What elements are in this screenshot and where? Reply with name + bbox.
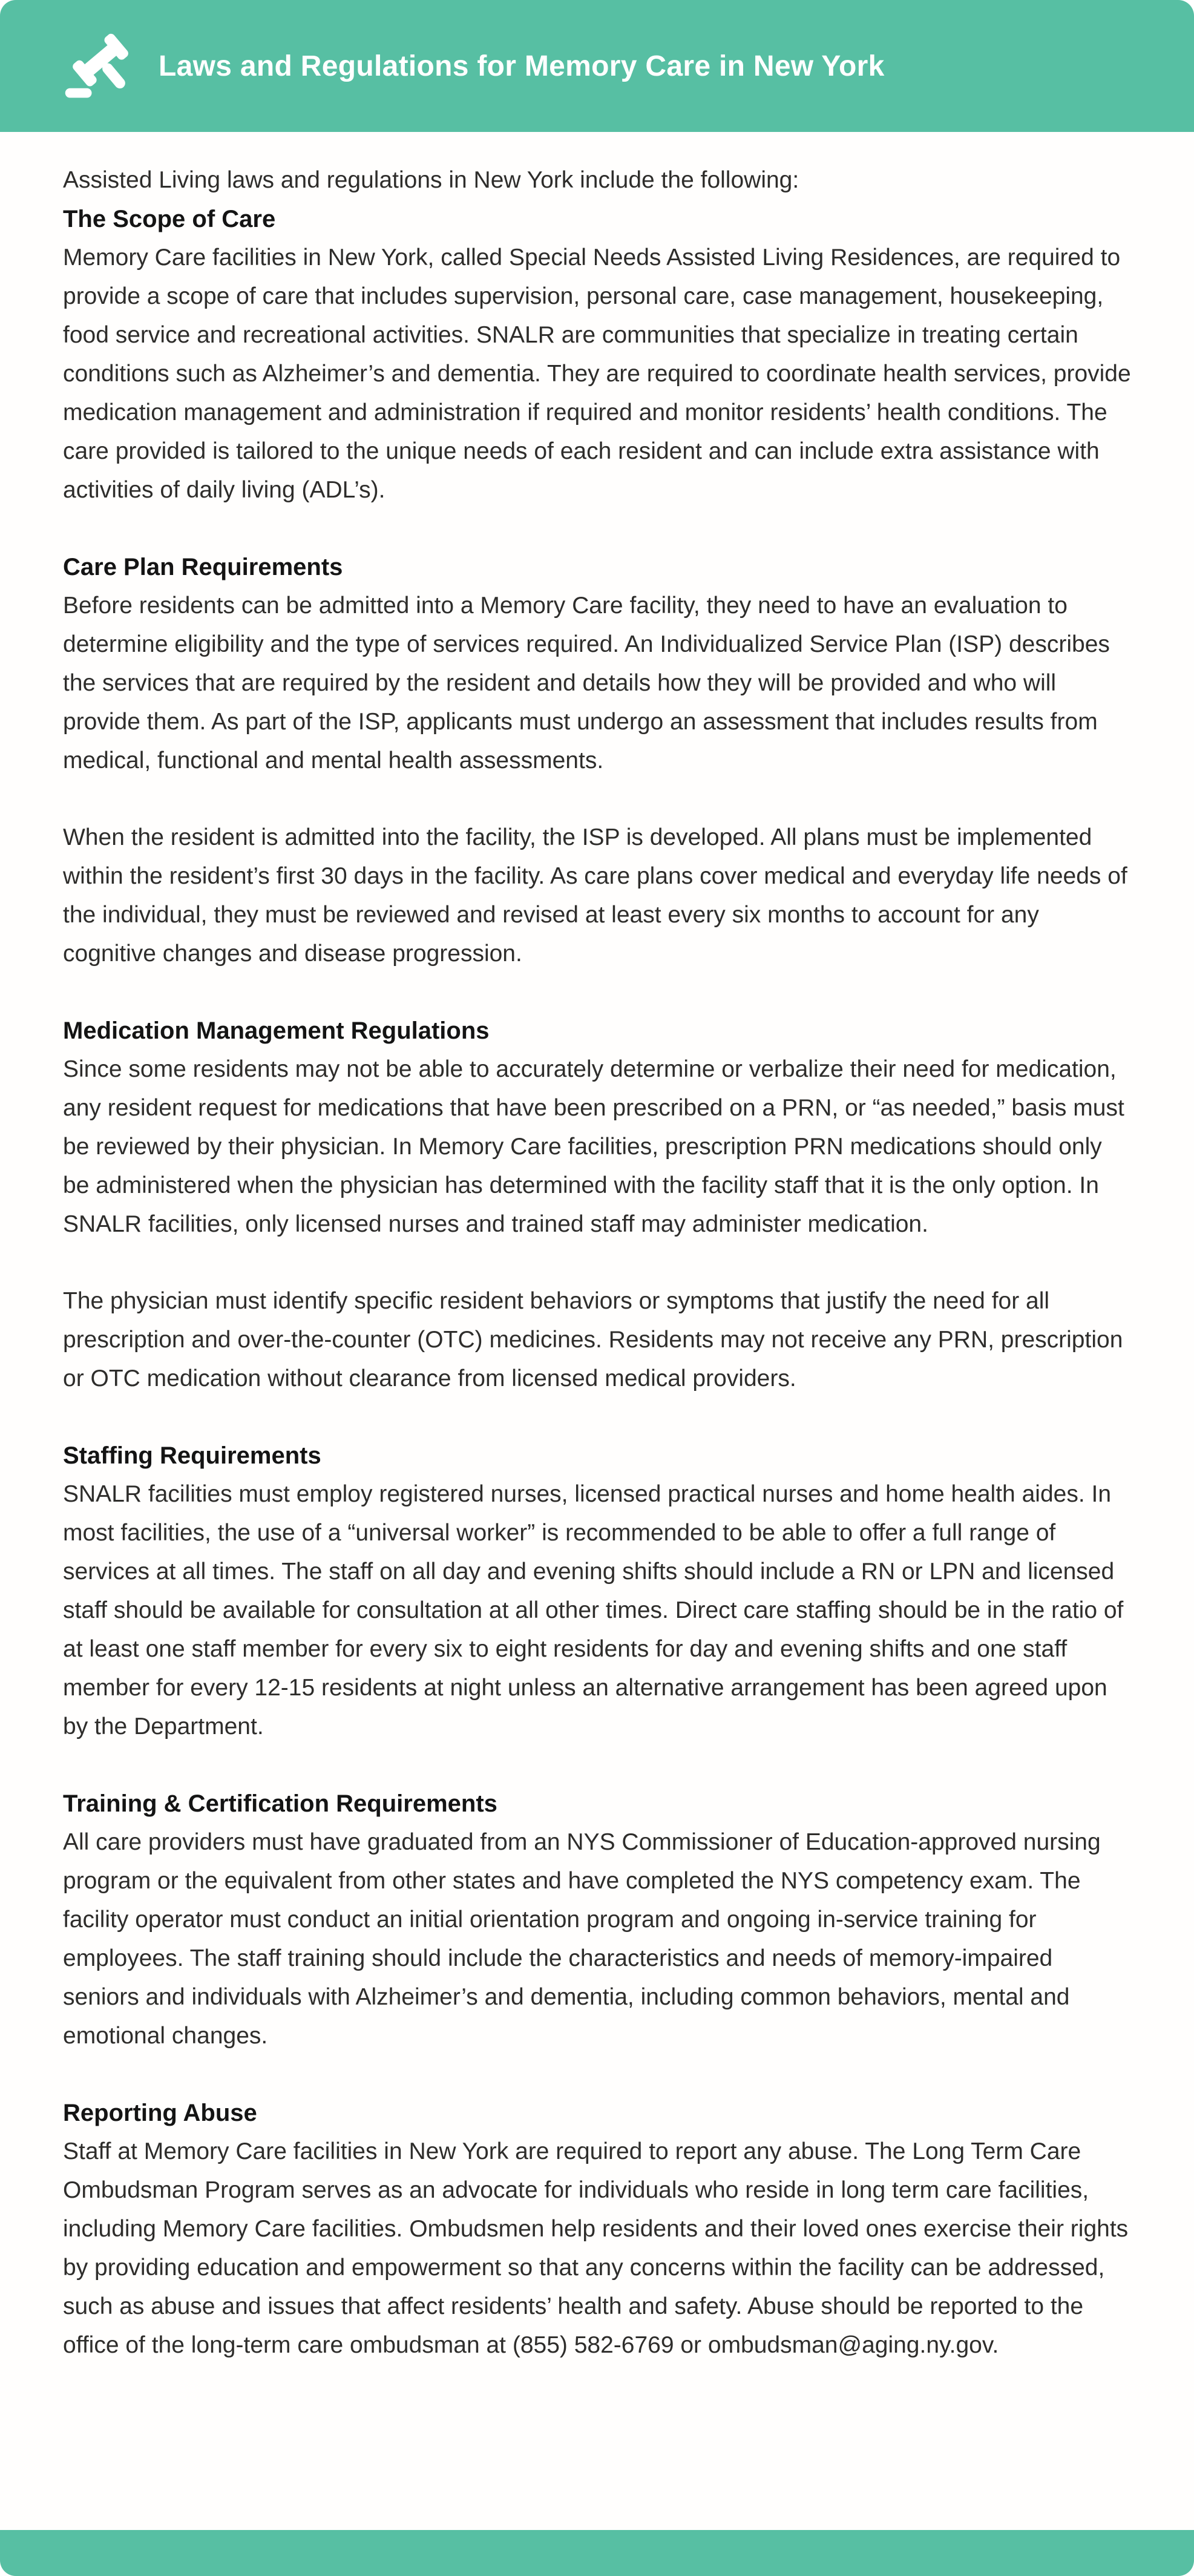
content-body (0, 132, 1194, 2530)
section-paragraph: SNALR facilities must employ registered nurses, licensed practical nurses and home health aides. In most facilities, the use of a “universal worker” is recommended to be able to offer a full range of services at all times. The staff on all day and evening shifts should include a RN or LPN and licensed staff should be available for consultation at all other times. Direct care staffing should be in the ratio of at least one staff member for every six to eight residents for day and evening shifts and one staff member for every 12-15 residents at night unless an alternative arrangement has been agreed upon by the Department. (63, 1481, 1124, 1740)
section-paragraph: The physician must identify specific resident behaviors or symptoms that justify the need for all prescription and over-the-counter (OTC) medicines. Residents may not receive any PRN, prescription or OTC medication without clearance from licensed medical providers. (63, 1288, 1123, 1392)
section-heading: Staffing Requirements (63, 1442, 321, 1469)
section-heading: Medication Management Regulations (63, 1017, 490, 1044)
section-scope-of-care (63, 200, 1133, 510)
section-heading: Training & Certification Requirements (63, 1790, 497, 1817)
gavel-icon (64, 32, 132, 100)
section-reporting-abuse (63, 2094, 1133, 2365)
section-heading: Reporting Abuse (63, 2100, 257, 2126)
header-banner (0, 0, 1194, 132)
section-care-plan-requirements (63, 548, 1133, 973)
page-title: Laws and Regulations for Memory Care in New York (159, 50, 885, 82)
section-paragraph: When the resident is admitted into the facility, the ISP is developed. All plans must be implemented within the resident’s first 30 days in the facility. As care plans cover medical and everyday life needs of the individual, they must be reviewed and revised at least every six months to account for any cognitive changes and disease progression. (63, 824, 1127, 967)
section-paragraph: Memory Care facilities in New York, called Special Needs Assisted Living Residences, are required to provide a scope of care that includes supervision, personal care, case management, housekeeping, food service and recreational activities. SNALR are communities that specialize in treating certain conditions such as Alzheimer’s and dementia. They are required to coordinate health services, provide medication management and administration if required and monitor residents’ health conditions. The care provided is tailored to the unique needs of each resident and can include extra assistance with activities of daily living (ADL’s). (63, 245, 1131, 503)
section-medication-management (63, 1011, 1133, 1398)
section-staffing-requirements (63, 1436, 1133, 1746)
section-paragraph: Staff at Memory Care facilities in New York are required to report any abuse. The Long Term Care Ombudsman Program serves as an advocate for individuals who reside in long term care facilities, including Memory Care facilities. Ombudsmen help residents and their loved ones exercise their rights by providing education and empowerment so that any concerns within the facility can be addressed, such as abuse and issues that affect residents’ health and safety. Abuse should be reported to the office of the long-term care ombudsman at (855) 582-6769 or ombudsman@aging.ny.gov. (63, 2138, 1129, 2358)
section-paragraph: All care providers must have graduated from an NYS Commissioner of Education-approved nursing program or the equivalent from other states and have completed the NYS competency exam. The facility operator must conduct an initial orientation program and ongoing in-service training for employees. The staff training should include the characteristics and needs of memory-impaired seniors and individuals with Alzheimer’s and dementia, including common behaviors, mental and emotional changes. (63, 1829, 1101, 2049)
section-training-certification (63, 1784, 1133, 2055)
section-heading: The Scope of Care (63, 206, 276, 232)
intro-text: Assisted Living laws and regulations in New York include the following: (63, 167, 799, 193)
footer-bar (0, 2530, 1194, 2576)
section-paragraph: Before residents can be admitted into a Memory Care facility, they need to have an evaluation to determine eligibility and the type of services required. An Individualized Service Plan (ISP) describes the services that are required by the resident and details how they will be provided and who will provide them. As part of the ISP, applicants must undergo an assessment that includes results from medical, functional and mental health assessments. (63, 593, 1110, 774)
section-paragraph: Since some residents may not be able to accurately determine or verbalize their need for medication, any resident request for medications that have been prescribed on a PRN, or “as needed,” basis must be reviewed by their physician. In Memory Care facilities, prescription PRN medications should only be administered when the physician has determined with the facility staff that it is the only option. In SNALR facilities, only licensed nurses and trained staff may administer medication. (63, 1056, 1124, 1237)
section-heading: Care Plan Requirements (63, 554, 343, 580)
